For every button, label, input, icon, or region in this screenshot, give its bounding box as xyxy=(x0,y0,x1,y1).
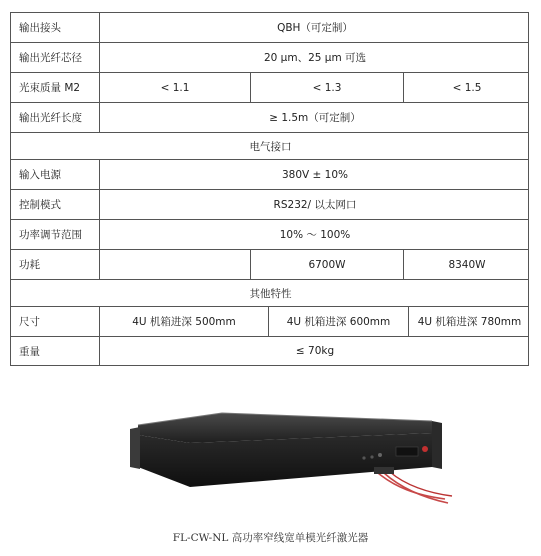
row-label: 输出光纤长度 xyxy=(19,112,82,124)
status-display xyxy=(396,447,418,456)
row-value: 4U 机箱进深 780mm xyxy=(408,307,530,336)
row-label: 输入电源 xyxy=(19,169,61,181)
row-value: ≤ 70kg xyxy=(99,337,530,365)
laser-chassis-image xyxy=(0,395,541,525)
row-value: < 1.3 xyxy=(250,73,403,102)
row-value: 6700W xyxy=(250,250,403,279)
row-value: RS232/ 以太网口 xyxy=(99,190,530,219)
row-value: 380V ± 10% xyxy=(99,160,530,189)
fiber-connector xyxy=(374,467,394,474)
row-value: 20 μm、25 μm 可选 xyxy=(99,43,530,72)
chassis-left-ear xyxy=(130,427,140,469)
chassis-right-ear xyxy=(432,421,442,469)
row-label: 尺寸 xyxy=(19,316,40,328)
table-row xyxy=(10,102,529,132)
row-label: 控制模式 xyxy=(19,199,61,211)
row-label: 输出光纤芯径 xyxy=(19,52,82,64)
table-row xyxy=(10,159,529,189)
spec-table xyxy=(10,12,529,366)
table-row xyxy=(10,219,529,249)
panel-knob xyxy=(378,453,382,457)
table-row xyxy=(10,12,529,42)
row-value: < 1.5 xyxy=(403,73,530,102)
row-label: 功率调节范围 xyxy=(19,229,82,241)
row-value: 4U 机箱进深 500mm xyxy=(99,307,268,336)
table-row xyxy=(10,72,529,102)
row-label: 重量 xyxy=(19,345,40,358)
row-value: 8340W xyxy=(403,250,530,279)
section-header xyxy=(10,132,529,159)
section-title: 电气接口 xyxy=(249,140,292,153)
row-value: 10% ～ 100% xyxy=(99,220,530,249)
table-row xyxy=(10,306,529,336)
emergency-stop-button xyxy=(422,446,428,452)
section-title: 其他特性 xyxy=(249,287,292,300)
row-label: 功耗 xyxy=(19,259,40,271)
row-value: < 1.1 xyxy=(99,73,250,102)
row-value: ≥ 1.5m（可定制） xyxy=(99,103,530,132)
table-row xyxy=(10,189,529,219)
row-label: 光束质量 M2 xyxy=(19,82,81,94)
row-value: 4U 机箱进深 600mm xyxy=(268,307,408,336)
section-header xyxy=(10,279,529,306)
row-label: 输出接头 xyxy=(19,22,61,34)
row-value xyxy=(99,250,250,279)
table-row xyxy=(10,42,529,72)
table-row xyxy=(10,249,529,279)
table-row xyxy=(10,336,529,366)
product-caption: FL-CW-NL 高功率窄线宽单模光纤激光器 xyxy=(172,532,369,544)
row-value: QBH（可定制） xyxy=(99,13,530,42)
